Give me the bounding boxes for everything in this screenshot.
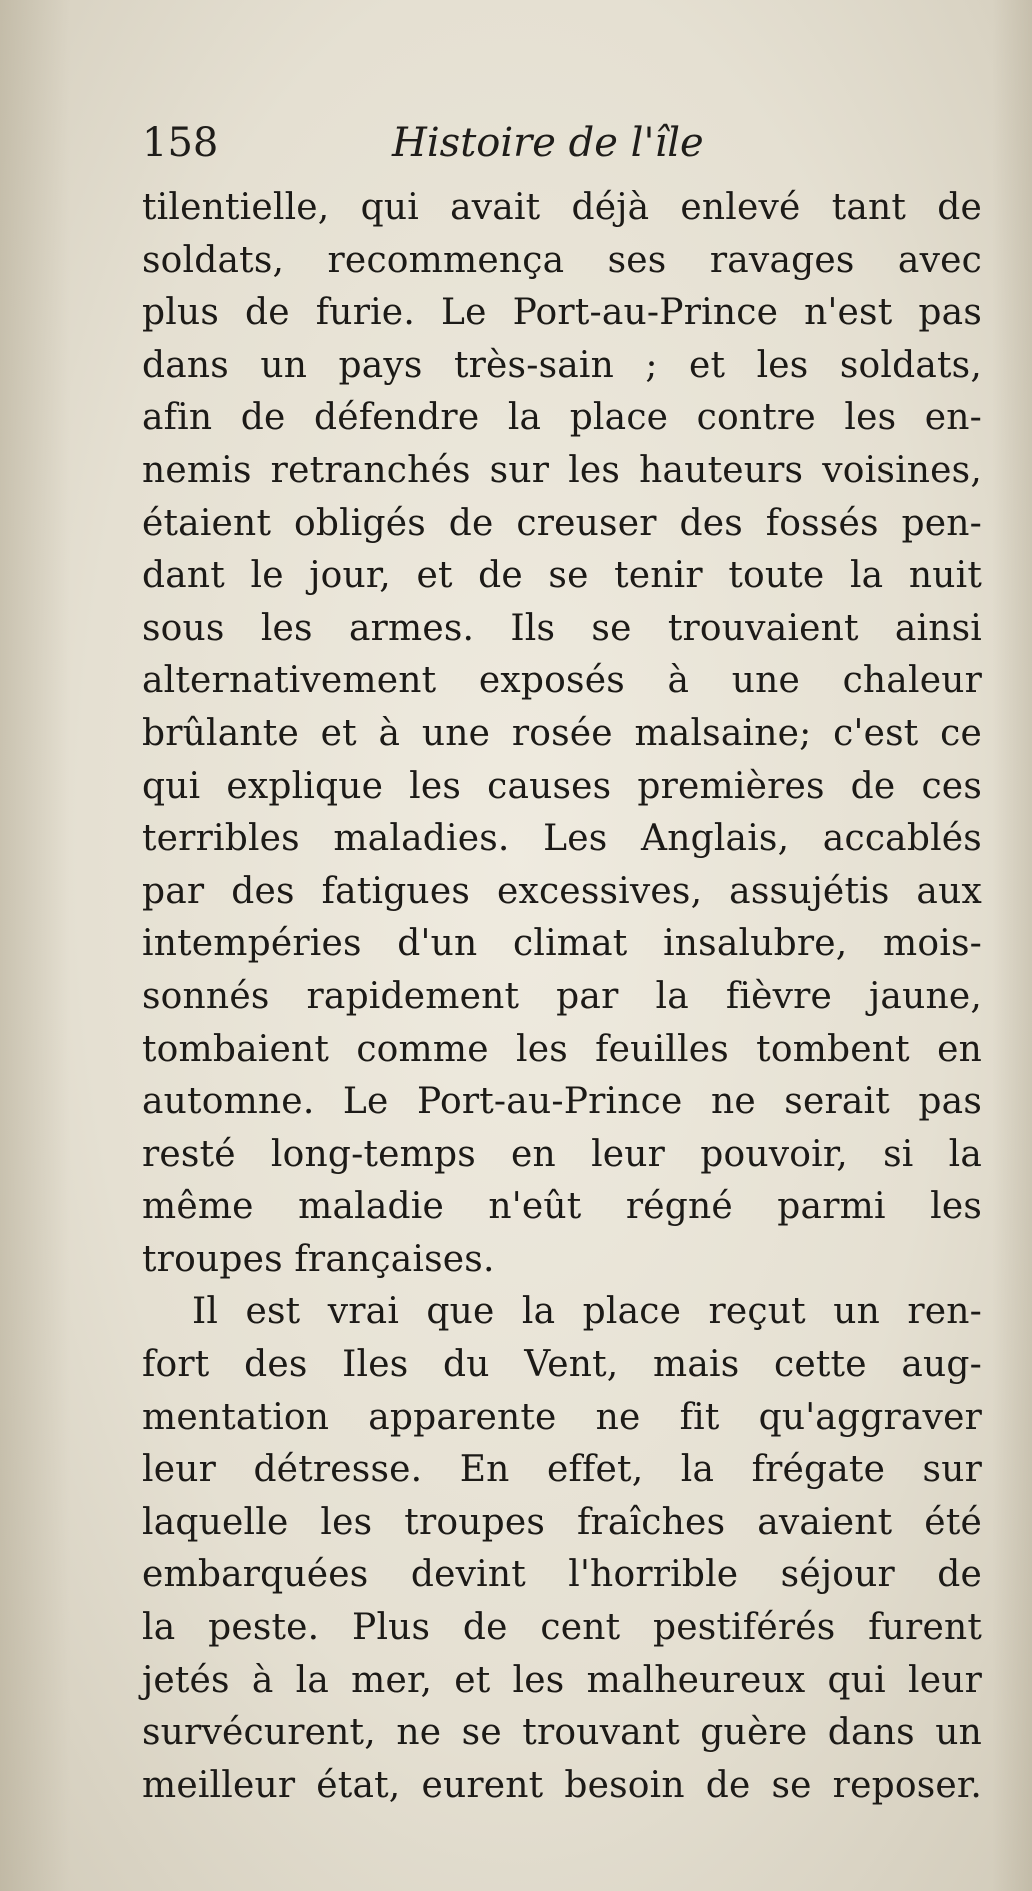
text-line: la peste. Plus de cent pestiférés furent — [142, 1607, 982, 1649]
text-line: mentation apparente ne fit qu'aggraver — [142, 1396, 982, 1438]
text-line: meilleur état, eurent besoin de se reposer. — [142, 1764, 982, 1806]
running-head: Histoire de l'île — [392, 120, 704, 166]
text-line: leur détresse. En effet, la frégate sur — [142, 1449, 982, 1491]
text-line: troupes françaises. — [142, 1238, 495, 1280]
text-line: tilentielle, qui avait déjà enlevé tant de — [142, 187, 982, 228]
text-line: resté long-temps en leur pouvoir, si la — [142, 1133, 982, 1175]
text-line: jetés à la mer, et les malheureux qui leur — [142, 1659, 982, 1701]
page-number: 158 — [142, 120, 219, 166]
text-line: sous les armes. Ils se trouvaient ainsi — [142, 607, 982, 649]
text-line: sonnés rapidement par la fièvre jaune, — [142, 975, 982, 1017]
page-header — [142, 120, 992, 180]
text-line: soldats, recommença ses ravages avec — [142, 239, 982, 281]
text-line: dans un pays très-sain ; et les soldats, — [142, 344, 982, 386]
text-line: étaient obligés de creuser des fossés pen- — [142, 502, 982, 544]
text-line: fort des Iles du Vent, mais cette aug- — [142, 1344, 982, 1386]
text-line: afin de défendre la place contre les en- — [142, 397, 982, 439]
text-line: même maladie n'eût régné parmi les — [142, 1186, 982, 1228]
text-line: dant le jour, et de se tenir toute la nuit — [142, 555, 982, 597]
text-line: tombaient comme les feuilles tombent en — [142, 1028, 982, 1070]
text-line: qui explique les causes premières de ces — [142, 765, 982, 807]
text-line: nemis retranchés sur les hauteurs voisines, — [142, 449, 982, 491]
text-line: embarquées devint l'horrible séjour de — [142, 1554, 982, 1596]
text-line: alternativement exposés à une chaleur — [142, 660, 982, 702]
text-line: intempéries d'un climat insalubre, mois- — [142, 923, 982, 965]
text-line: plus de furie. Le Port-au-Prince n'est pas — [142, 292, 982, 334]
text-line: survécurent, ne se trouvant guère dans un — [142, 1712, 982, 1754]
text-line: automne. Le Port-au-Prince ne serait pas — [142, 1081, 982, 1123]
text-line: Il est vrai que la place reçut un ren- — [192, 1291, 982, 1333]
text-line: brûlante et à une rosée malsaine; c'est ce — [142, 712, 982, 754]
body-text — [142, 182, 982, 1812]
text-line: terribles maladies. Les Anglais, accablés — [142, 818, 982, 860]
text-line: laquelle les troupes fraîches avaient été — [142, 1501, 982, 1543]
text-line: par des fatigues excessives, assujétis aux — [142, 870, 982, 912]
